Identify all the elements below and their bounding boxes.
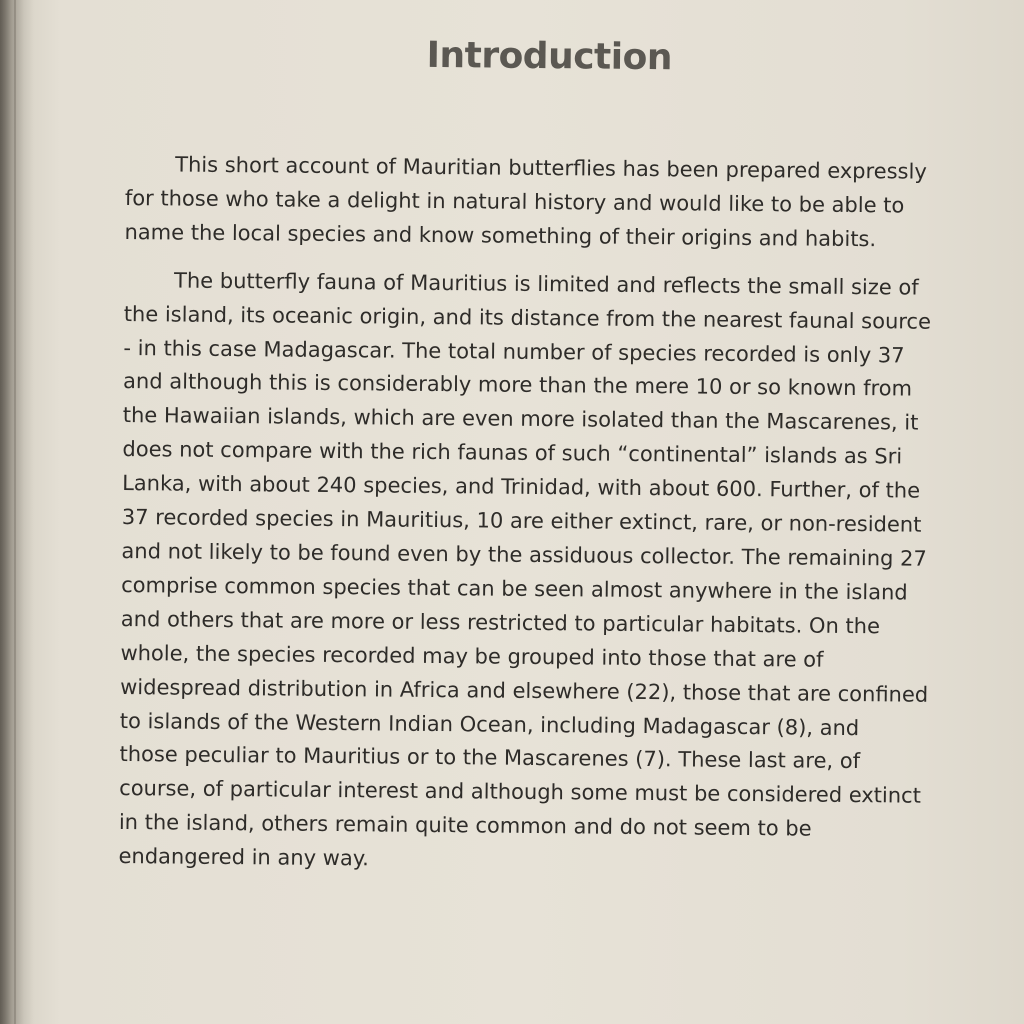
text-line: This short account of Mauritian butterflies has been prepared expressly [175, 152, 927, 184]
text-line: name the local species and know something of their origins and habits. [124, 219, 877, 252]
text-line: the island, its oceanic origin, and its distance from the nearest faunal source [123, 301, 932, 334]
text-line: comprise common species that can be seen almost anywhere in the island [121, 572, 908, 605]
text-line: - in this case Madagascar. The total number of species recorded is only 37 [123, 335, 905, 368]
paragraph-2 [118, 264, 966, 882]
text-line: in the island, others remain quite common and do not seem to be [118, 810, 812, 841]
text-line: and others that are more or less restricted to particular habitats. On the [120, 606, 881, 639]
text-line: and not likely to be found even by the assiduous collector. The remaining 27 [121, 538, 927, 571]
text-line: widespread distribution in Africa and elsewhere (22), those that are confined [120, 674, 929, 707]
body-text [118, 148, 967, 896]
text-line: The butterfly fauna of Mauritius is limited and reflects the small size of [173, 268, 919, 300]
text-line: and although this is considerably more than the mere 10 or so known from [123, 369, 913, 402]
text-line: to islands of the Western Indian Ocean, including Madagascar (8), and [119, 708, 860, 740]
text-line: those peculiar to Mauritius or to the Mascarenes (7). These last are, of [119, 742, 861, 774]
paragraph-1 [124, 148, 967, 258]
page-title: Introduction [426, 34, 673, 79]
text-line: the Hawaiian islands, which are even more isolated than the Mascarenes, it [122, 403, 919, 435]
text-line: whole, the species recorded may be grouped into those that are of [120, 640, 824, 672]
text-line: 37 recorded species in Mauritius, 10 are either extinct, rare, or non-resident [121, 505, 922, 537]
text-line: for those who take a delight in natural history and would like to be able to [124, 185, 905, 218]
text-line: endangered in any way. [118, 844, 370, 871]
text-line: course, of particular interest and although some must be considered extinct [119, 776, 922, 808]
text-line: does not compare with the rich faunas of such “continental” islands as Sri [122, 437, 903, 469]
text-line: Lanka, with about 240 species, and Trinidad, with about 600. Further, of the [122, 471, 921, 503]
